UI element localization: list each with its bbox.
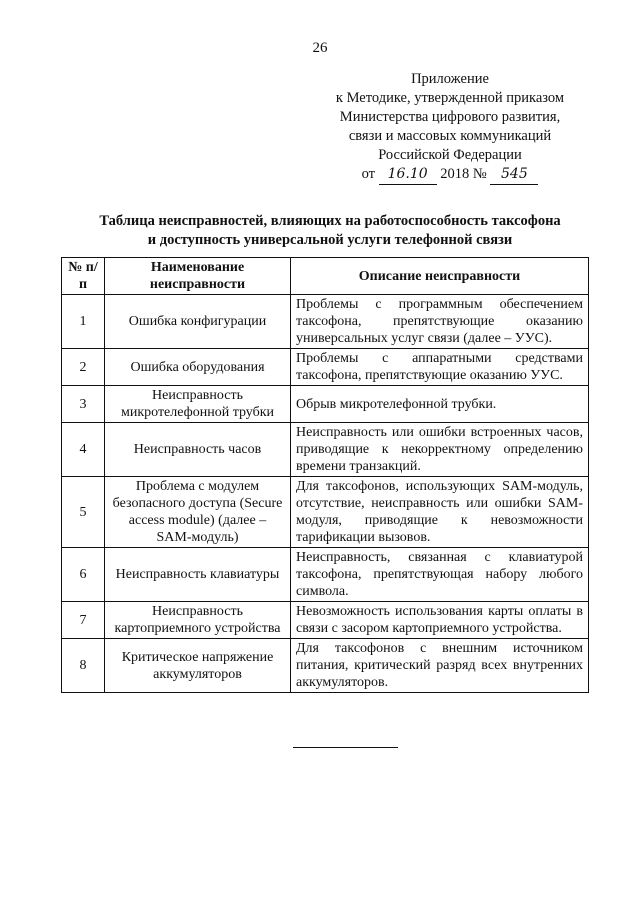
row-name: Неисправность часов [105,423,291,477]
appendix-line: Министерства цифрового развития, [339,109,561,125]
page-number: 26 [312,40,328,56]
title-line-2: и доступность универсальной услуги телефонной связи [147,232,513,248]
row-name: Неисправность клавиатуры [105,548,291,602]
table-row [62,423,589,477]
document-title [60,212,600,250]
table-row [62,548,589,602]
appendix-line: Приложение [411,71,489,87]
footer-divider [293,747,398,748]
row-num: 6 [62,548,105,602]
row-name: Критическое напряжение аккумуляторов [105,639,291,693]
header-name: Наименование неисправности [105,258,291,295]
row-num: 4 [62,423,105,477]
table-row [62,602,589,639]
row-desc: Невозможность использования карты оплаты в связи с засором картоприемного устройства. [291,602,589,639]
title-line-1: Таблица неисправностей, влияющих на работоспособность таксофона [99,213,561,229]
row-name: Неисправность микротелефонной трубки [105,386,291,423]
row-name: Ошибка конфигурации [105,295,291,349]
table-row [62,349,589,386]
row-num: 1 [62,295,105,349]
row-desc: Обрыв микротелефонной трубки. [291,386,589,423]
row-num: 2 [62,349,105,386]
appendix-block [320,70,580,185]
table-row [62,639,589,693]
handwritten-date: 16.10 [379,165,437,185]
table-row [62,477,589,548]
row-name: Ошибка оборудования [105,349,291,386]
row-desc: Для таксофонов, использующих SAM-модуль, отсутствие, неисправность или ошибки SAM-модуля, приводящие к невозможности тарификации вызовов. [291,477,589,548]
row-name: Неисправность картоприемного устройства [105,602,291,639]
row-num: 8 [62,639,105,693]
row-num: 3 [62,386,105,423]
row-desc: Проблемы с аппаратными средствами таксофона, препятствующие оказанию УУС. [291,349,589,386]
row-desc: Неисправность или ошибки встроенных часов, приводящие к некорректному определению времени транзакций. [291,423,589,477]
row-desc: Для таксофонов с внешним источником питания, критический разряд всех внутренних аккумуляторов. [291,639,589,693]
order-date-line [320,165,580,185]
row-desc: Неисправность, связанная с клавиатурой таксофона, препятствующая набору любого символа. [291,548,589,602]
row-desc: Проблемы с программным обеспечением таксофона, препятствующие оказанию универсальных услуг связи (далее – УУС). [291,295,589,349]
header-desc: Описание неисправности [291,258,589,295]
table-row [62,386,589,423]
appendix-line: Российской Федерации [378,147,522,163]
header-num: № п/п [62,258,105,295]
row-num: 7 [62,602,105,639]
row-name: Проблема с модулем безопасного доступа (Secure access module) (далее – SAM-модуль) [105,477,291,548]
date-prefix: от [361,166,376,182]
table-header-row [62,258,589,295]
appendix-line: к Методике, утвержденной приказом [335,90,565,106]
handwritten-order-number: 545 [490,165,538,185]
year-number-text: 2018 № [440,166,487,182]
appendix-line: связи и массовых коммуникаций [348,128,552,144]
row-num: 5 [62,477,105,548]
table-row [62,295,589,349]
faults-table [61,257,589,693]
